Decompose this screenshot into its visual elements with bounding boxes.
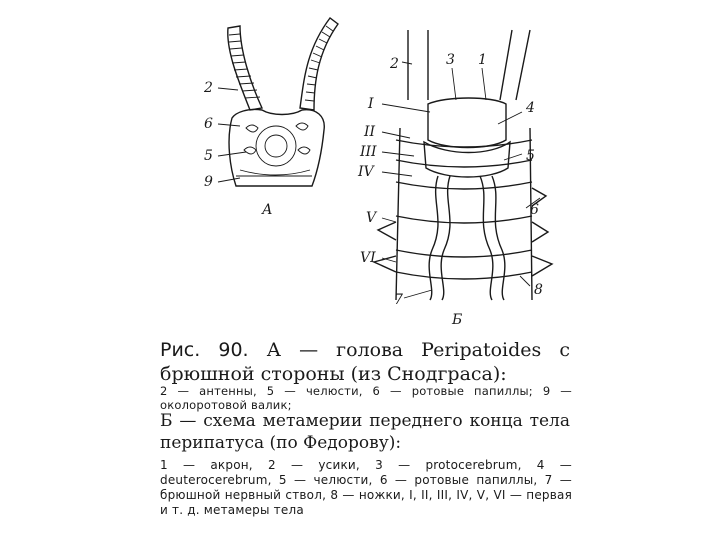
panel-a-drawing bbox=[218, 18, 338, 186]
panel-b-drawing bbox=[374, 30, 552, 300]
caption-part-b-title: Б — схема метамерии переднего конца тела перипатуса (по Федорову): bbox=[160, 411, 570, 453]
label-b-5: 5 bbox=[526, 148, 535, 164]
label-a-2: 2 bbox=[204, 80, 213, 96]
label-b-roman-6: VI bbox=[360, 250, 376, 266]
panel-b-letter: Б bbox=[452, 312, 463, 328]
caption-part-b-legend: 1 — акрон, 2 — усики, 3 — protocerebrum, 4 — deuterocerebrum, 5 — челюсти, 6 — ротовые папиллы, 7 — брюшной нервный ствол, 8 — ножки, I, II, III, IV, V, VI — первая и т. д. метамеры тела bbox=[160, 458, 572, 517]
label-b-2: 2 bbox=[390, 56, 399, 72]
label-b-3: 3 bbox=[446, 52, 455, 68]
label-b-1: 1 bbox=[478, 52, 487, 68]
label-b-6: 6 bbox=[530, 202, 539, 218]
panel-a-letter: А bbox=[262, 202, 273, 218]
label-b-4: 4 bbox=[526, 100, 535, 116]
label-b-roman-3: III bbox=[360, 144, 377, 160]
label-a-6: 6 bbox=[204, 116, 213, 132]
label-b-7: 7 bbox=[394, 292, 403, 308]
caption-part-a-title bbox=[160, 338, 570, 386]
label-b-roman-1: I bbox=[368, 96, 374, 112]
caption-part-a-legend: 2 — антенны, 5 — челюсти, 6 — ротовые папиллы; 9 — околоротовой валик; bbox=[160, 384, 572, 412]
panel-b-labels bbox=[357, 52, 543, 328]
label-b-roman-2: II bbox=[364, 124, 376, 140]
panel-a-labels bbox=[203, 80, 273, 218]
label-a-5: 5 bbox=[204, 148, 213, 164]
label-b-roman-4: IV bbox=[358, 164, 374, 180]
figure-number: Рис. 90. bbox=[160, 339, 249, 361]
label-b-roman-5: V bbox=[366, 210, 377, 226]
label-b-8: 8 bbox=[534, 282, 543, 298]
part-a-title-text: А — голова Peripatoides с брюшной стороны (из Снодграса): bbox=[160, 339, 570, 385]
label-a-9: 9 bbox=[204, 174, 213, 190]
